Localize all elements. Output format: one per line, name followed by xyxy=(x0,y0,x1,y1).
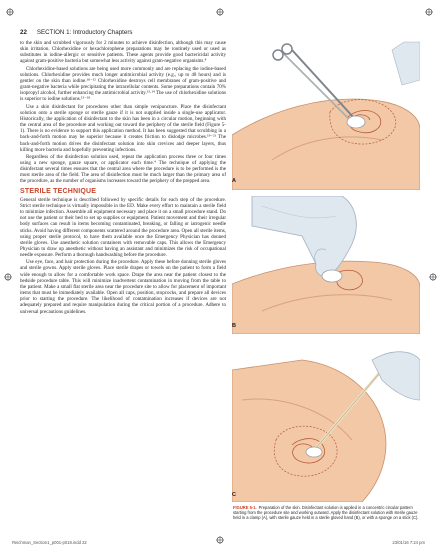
figure-panel-label: C xyxy=(232,492,236,498)
figure-panel-label: A xyxy=(232,178,236,184)
registration-mark-left-middle xyxy=(4,273,12,281)
illustration-clamp-gauze xyxy=(232,40,420,190)
figure-caption-label: FIGURE 5-1. xyxy=(233,505,257,510)
registration-mark-top-right xyxy=(425,8,433,16)
paragraph: Chlorhexidine-based solutions are being used more commonly and are replacing the iodine-based solutions. Chlorhexidine provides much longer antimicrobial activity (e.g., up to 48 hours) and is gentler on the skin than iodine.¹⁰⁻¹² Chlorhexidine destroys cell membranes of gram-positive and gram-negative bacteria while precipitating the intracellular contents. Some preparations contain 70% isopropyl alcohol, further enhancing the antimicrobial activity.¹³·¹⁴ The use of chlorhexidine solutions is superior to iodine solutions.¹⁵⁻¹⁸ xyxy=(20,65,226,103)
figure-panel-c xyxy=(232,340,420,502)
registration-mark-top-left xyxy=(6,8,14,16)
registration-mark-right-middle xyxy=(429,273,437,281)
paragraph: Use a skin disinfectant for procedures other than simple venipuncture. Place the disinfectant solution onto a sterile sponge or sterile gauze if it is not supplied inside a single-use applicator. Historically, the application of disinfectant to the skin has been in a circular motion, beginning with the central area of the procedure and working out toward the periphery of the sterile field (Figure 5-1). There is no evidence to support this application method. It has been suggested that scrubbing in a back-and-forth motion may be superior because it creates friction to dislodge microbes.¹⁹⁻²¹ The back-and-forth motion drives the disinfectant solution into skin crevices and deeper layers, thus killing more bacteria and hopefully preventing infections. xyxy=(20,103,226,153)
figure-panel-a xyxy=(232,40,420,190)
paragraph: Regardless of the disinfection solution used, repeat the application process three or four times using a new sponge, gauze square, or applicator each time.⁴ The technique of applying the disinfectant several times ensures that the central area where the procedure is to be performed is the most sterile area of the field. The area of disinfection must be much larger than the primary area of the procedure, as the number of organisms increases toward the periphery of the prepped area. xyxy=(20,153,226,185)
registration-mark-top-center xyxy=(216,8,224,16)
registration-mark-bottom-center xyxy=(216,536,224,544)
print-footer-timestamp: 23/01/16 7:24 pm xyxy=(392,540,425,545)
paragraph: Use eye, face, and hair protection during the procedure. Apply these before donning sterile gloves and sterile gowns. Apply sterile gloves. Place sterile drapes or towels on the patient to form a field wide enough to allow for a comfortable work space. Drape the area near the patient closest to the bedside procedure table. This will minimize inadvertent contamination in moving from the table to the patient. Make a small flat sterile area near the procedure site to allow for placement of important items that must be immediately available. Open all caps, position, stopcocks, and prepare all devices prior to starting the procedure. The likelihood of contamination increases if devices are not adequately prepared and require manipulation during the critical portion of a procedure. Adhere to universal precautions guidelines. xyxy=(20,259,226,315)
body-text-column xyxy=(20,40,226,316)
paragraph: General sterile technique is described followed by specific details for each step of the procedure. Strict sterile technique is virtually impossible in the ED. Make every effort to maintain a sterile field to minimize infection. Assemble all equipment necessary and place it on a small procedure stand. Do not use the patient or their bed to set up supplies or equipment. Patient movement and their irregular body surfaces can result in items becoming contaminated, breaking, or falling or iatrogenic needle sticks. Avoid having different components scattered around the procedure area. Open all sterile items, using proper sterile protocol, to have them available once the Emergency Physician has donned sterile gloves. Use anesthetic solution containers with removable caps. This allows the Emergency Physician to draw up anesthetic without having an assistant and minimizes the risk of occupational needle exposure. Perform a thorough handwashing before the procedure. xyxy=(20,196,226,259)
paragraph: to the skin and scrubbed vigorously for 2 minutes to achieve disinfection, although this may cause skin irritation. Chlorhexidine or hexachlorophene preparations may be routinely used or used as substitutes in iodine-allergic or sensitive patients. These agents provide good bactericidal activity against gram-positive bacteria but somewhat less activity against gram-negative organisms.⁴ xyxy=(20,40,226,65)
figure-caption-text: Preparation of the skin. Disinfectant solution is applied in a concentric circular pattern starting from the procedure site and working outward. Apply the disinfectant solution with sterile gauze held in a clamp (A), with sterile gauze held in a sterile gloved hand (B), or with a sponge on a stick (C). xyxy=(233,505,419,521)
running-head xyxy=(20,29,133,36)
section-title: SECTION 1: Introductory Chapters xyxy=(36,29,133,36)
figure-panel-label: B xyxy=(232,323,236,329)
page-number: 22 xyxy=(20,29,27,36)
figure-caption xyxy=(233,505,423,521)
section-heading: STERILE TECHNIQUE xyxy=(20,187,97,195)
print-footer-file: Reichman_Section1_p001-p018.indd 22 xyxy=(12,540,87,545)
illustration-gloved-hand-gauze xyxy=(232,196,420,334)
illustration-sponge-stick xyxy=(232,340,420,502)
figure-panel-b xyxy=(232,196,420,334)
